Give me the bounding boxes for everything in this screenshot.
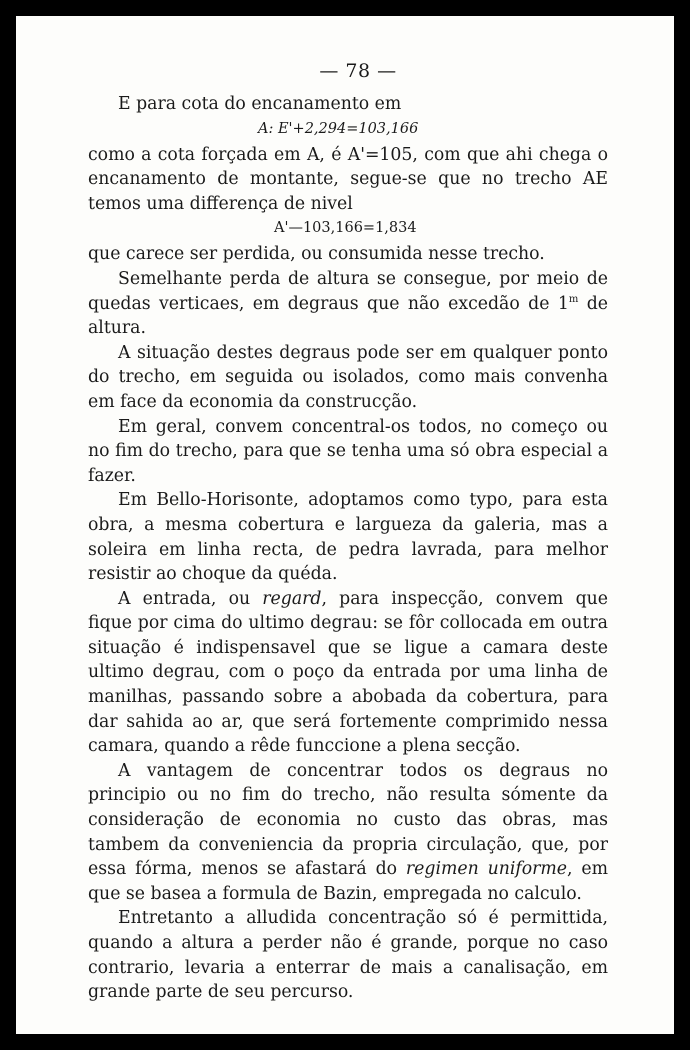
formula-2: A'—103,166=1,834 xyxy=(274,220,417,237)
paragraph-1: E para cota do encanamento em xyxy=(118,94,402,114)
paragraph-10: Entretanto a alludida concentração só é permittida, quando a altura a perder não é grande, porque no caso contrario, levaria a enterrar de mais a canalisação, em grande parte de seu percurso. xyxy=(88,908,608,1003)
paragraph-8-emphasis: regard xyxy=(262,588,322,609)
paragraph-8-rest: , para inspecção, convem que fique por cima do ultimo degrau: se fôr collocada em outra situação é indispensavel que se ligue a camara deste ultimo degrau, com o poço da entrada por uma linha de manilhas, passando sobre a abobada da cobertura, para dar sahida ao ar, que será fortemente comprimido nessa camara, quando a rêde funccione a plena secção. xyxy=(88,588,608,757)
paragraph-3: que carece ser perdida, ou consumida nesse trecho. xyxy=(88,244,545,265)
paragraph-9-start: A vantagem de concentrar todos os degraus no principio ou no fim do trecho, não resulta sómente da consideração de economia no custo das obras, mas tambem da conveniencia da propria circulação, que, por essa fórma, menos se afastará do xyxy=(88,760,608,880)
paragraph-9 xyxy=(88,759,608,907)
paragraph-4-end: de altura. xyxy=(88,293,608,339)
paragraph-4-text: Semelhante perda de altura se consegue, por meio de quedas verticaes, em degraus que não excedão de 1 xyxy=(88,268,608,314)
paragraph-9-emphasis: regimen uniforme xyxy=(405,859,568,880)
paragraph-4 xyxy=(88,267,608,341)
formula-1-expression: E'+2,294=103,166 xyxy=(277,120,419,137)
page-number: — 78 — xyxy=(319,60,397,82)
formula-1-label: A: xyxy=(258,120,274,137)
paragraph-2: como a cota forçada em A, é A'=105, com que ahi chega o encanamento de montante, segue-se que no trecho AE temos uma differença de nivel xyxy=(88,144,608,214)
paragraph-9-rest: , em que se basea a formula de Bazin, empregada no calculo. xyxy=(88,859,608,904)
paragraph-5: A situação destes degraus pode ser em qualquer ponto do trecho, em seguida ou isolados, como mais convenha em face da economia da construcção. xyxy=(88,342,608,412)
paragraph-6: Em geral, convem concentral-os todos, no começo ou no fim do trecho, para que se tenha uma só obra especial a fazer. xyxy=(88,416,608,486)
paragraph-7: Em Bello-Horisonte, adoptamos como typo, para esta obra, a mesma cobertura e largueza da galeria, mas a soleira em linha recta, de pedra lavrada, para melhor resistir ao choque da quéda. xyxy=(88,490,608,585)
paragraph-8-start: A entrada, ou xyxy=(118,588,263,609)
paragraph-4-superscript: m xyxy=(568,293,579,305)
paragraph-8 xyxy=(88,587,608,759)
page-content xyxy=(88,60,608,1005)
formula-1 xyxy=(88,119,608,139)
page xyxy=(16,16,674,1034)
